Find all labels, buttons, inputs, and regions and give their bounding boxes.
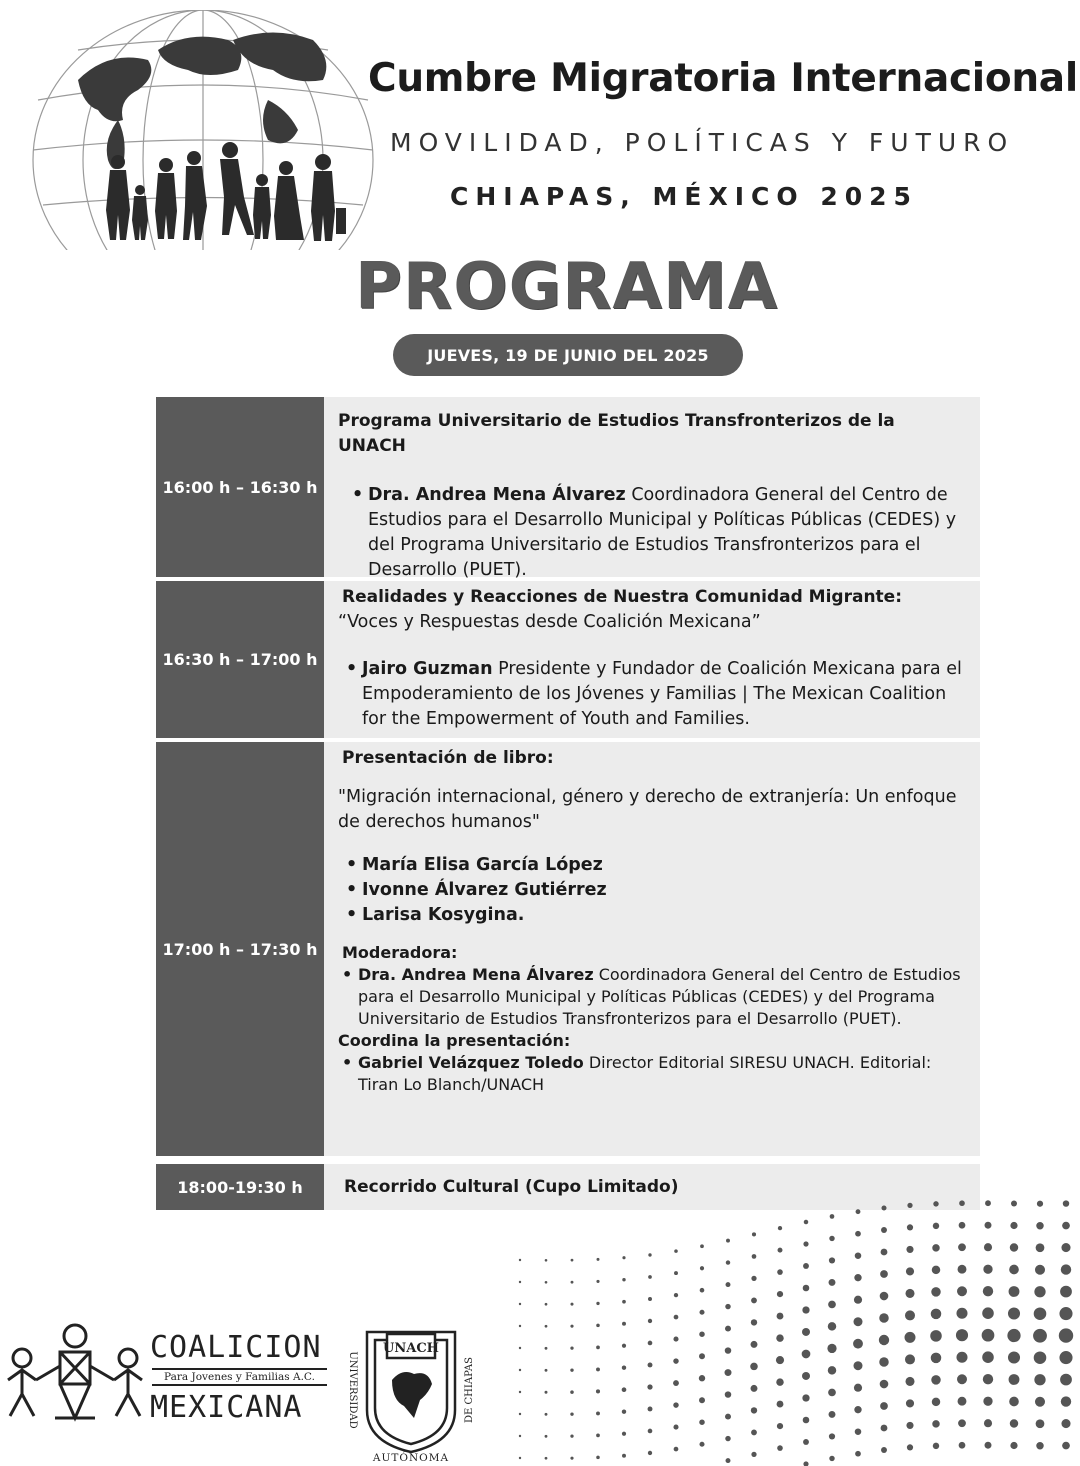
- session-time: 16:00 h – 16:30 h: [156, 397, 324, 577]
- migrants-silhouette-icon: [106, 142, 346, 241]
- schedule-row: [156, 397, 980, 580]
- moderator-label: Moderadora:: [342, 943, 458, 962]
- svg-text:UNACH: UNACH: [383, 1341, 439, 1356]
- speaker-item: [346, 657, 968, 732]
- coordinator-name: Gabriel Velázquez Toledo: [358, 1053, 584, 1072]
- session-content: [324, 397, 980, 580]
- session-content: [324, 742, 980, 1156]
- schedule-table: [156, 397, 980, 1210]
- moderator-description: Coordinadora General del Centro de Estudios para el Desarrollo Municipal y Políticas Públicas (CEDES) y del Programa Universitario de Estudios Transfronterizos para el Desarrollo (PUET).: [358, 965, 961, 1028]
- author-item: [346, 853, 968, 878]
- session-title: Programa Universitario de Estudios Transfronterizos de la UNACH: [338, 411, 895, 456]
- coordinator-description: Director Editorial SIRESU UNACH. Editorial: Tiran Lo Blanch/UNACH: [358, 1053, 932, 1094]
- moderator-item: [342, 964, 968, 1030]
- book-title: "Migración internacional, género y derecho de extranjería: Un enfoque de derechos humanos": [338, 787, 957, 832]
- svg-text:DE CHIAPAS: DE CHIAPAS: [464, 1357, 475, 1423]
- program-heading: PROGRAMA: [355, 250, 779, 324]
- session-content: [324, 581, 980, 738]
- svg-text:UNIVERSIDAD: UNIVERSIDAD: [347, 1351, 358, 1429]
- session-quote: “Voces y Respuestas desde Coalición Mexicana”: [338, 612, 761, 632]
- moderator-name: Dra. Andrea Mena Álvarez: [358, 965, 594, 984]
- schedule-row: [156, 581, 980, 738]
- speaker-name: Dra. Andrea Mena Álvarez: [368, 485, 626, 505]
- coalicion-logo-sub: Para Jovenes y Familias A.C.: [152, 1368, 327, 1386]
- author-name: Ivonne Álvarez Gutiérrez: [362, 880, 607, 900]
- event-title: Cumbre Migratoria Internacional: [368, 56, 1078, 101]
- session-title: Recorrido Cultural (Cupo Limitado): [344, 1176, 679, 1197]
- session-time: 18:00-19:30 h: [156, 1164, 324, 1210]
- decorative-dots-icon: [500, 1180, 1080, 1466]
- speaker-description: Presidente y Fundador de Coalición Mexicana para el Empoderamiento de los Jóvenes y Familias | The Mexican Coalition for the Empowerment of Youth and Families.: [362, 659, 962, 729]
- unach-seal-icon: [342, 1320, 480, 1460]
- speaker-item: [352, 483, 968, 583]
- speaker-description: Coordinadora General del Centro de Estudios para el Desarrollo Municipal y Políticas Públicas (CEDES) y del Programa Universitario de Estudios Transfronterizos para el Desarrollo (PUET).: [368, 485, 957, 580]
- author-item: [346, 878, 968, 903]
- schedule-row: [156, 742, 980, 1156]
- unach-logo-bottom: AUTÓNOMA: [372, 1452, 450, 1464]
- coalicion-logo-top: COALICION: [150, 1330, 322, 1365]
- date-badge: JUEVES, 19 DE JUNIO DEL 2025: [393, 334, 743, 376]
- coordinator-label: Coordina la presentación:: [338, 1031, 571, 1050]
- author-name: María Elisa García López: [362, 855, 603, 875]
- speaker-name: Jairo Guzman: [362, 659, 493, 679]
- globe-icon: [18, 10, 378, 250]
- coalicion-logo-bottom: MEXICANA: [150, 1390, 303, 1425]
- author-item: [346, 903, 968, 928]
- session-title: Realidades y Reacciones de Nuestra Comunidad Migrante:: [342, 587, 902, 607]
- author-name: Larisa Kosygina.: [362, 905, 525, 925]
- event-subtitle: MOVILIDAD, POLÍTICAS Y FUTURO: [390, 128, 1015, 157]
- event-location: CHIAPAS, MÉXICO 2025: [450, 182, 918, 211]
- session-time: 17:00 h – 17:30 h: [156, 742, 324, 1156]
- coordinator-item: [342, 1052, 968, 1096]
- session-time: 16:30 h – 17:00 h: [156, 581, 324, 738]
- session-title: Presentación de libro:: [342, 748, 554, 768]
